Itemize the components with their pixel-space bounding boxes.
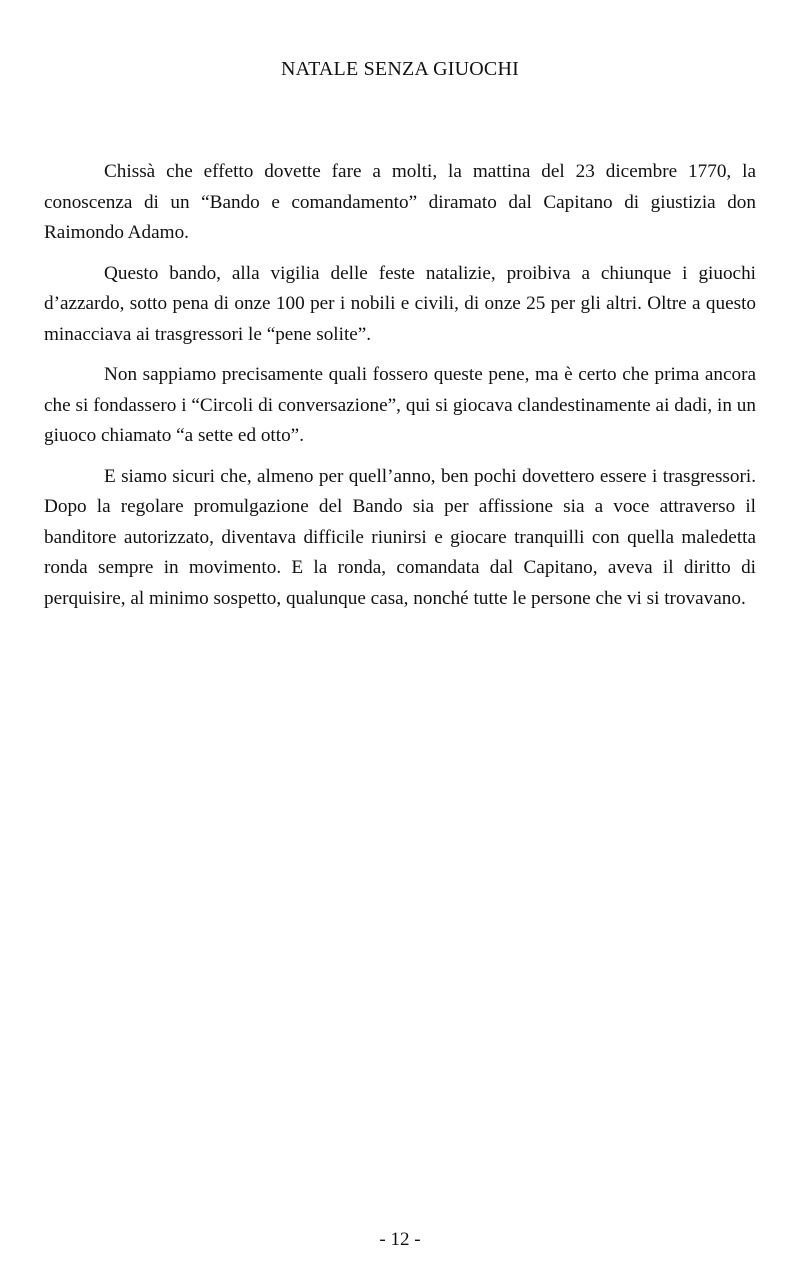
page-number: - 12 - xyxy=(379,1229,421,1250)
page-title: NATALE SENZA GIUOCHI xyxy=(281,58,519,80)
paragraph-2: Questo bando, alla vigilia delle feste natalizie, proibiva a chiunque i giuochi d’azzardo, sotto pena di onze 100 per i nobili e civili, di onze 25 per gli altri. Oltre a questo minacciava ai trasgressori le “pene solite”. xyxy=(44,262,756,345)
body-text xyxy=(44,157,756,624)
paragraph-1: Chissà che effetto dovette fare a molti, la mattina del 23 dicembre 1770, la conoscenza di un “Bando e comandamento” diramato dal Capitano di giustizia don Raimondo Adamo. xyxy=(44,161,756,243)
paragraph-3: Non sappiamo precisamente quali fossero queste pene, ma è certo che prima ancora che si fondassero i “Circoli di conversazione”, qui si giocava clandestinamente ai dadi, in un giuoco chiamato “a sette ed otto”. xyxy=(44,364,756,446)
paragraph-4: E siamo sicuri che, almeno per quell’anno, ben pochi dovettero essere i trasgressori. Dopo la regolare promulgazione del Bando sia per affissione sia a voce attraverso il banditore autorizzato, diventava difficile riunirsi e giocare tranquilli con quella maledetta ronda sempre in movimento. E la ronda, comandata dal Capitano, aveva il diritto di perquisire, al minimo sospetto, qualunque casa, nonché tutte le persone che vi si trovavano. xyxy=(44,465,756,609)
